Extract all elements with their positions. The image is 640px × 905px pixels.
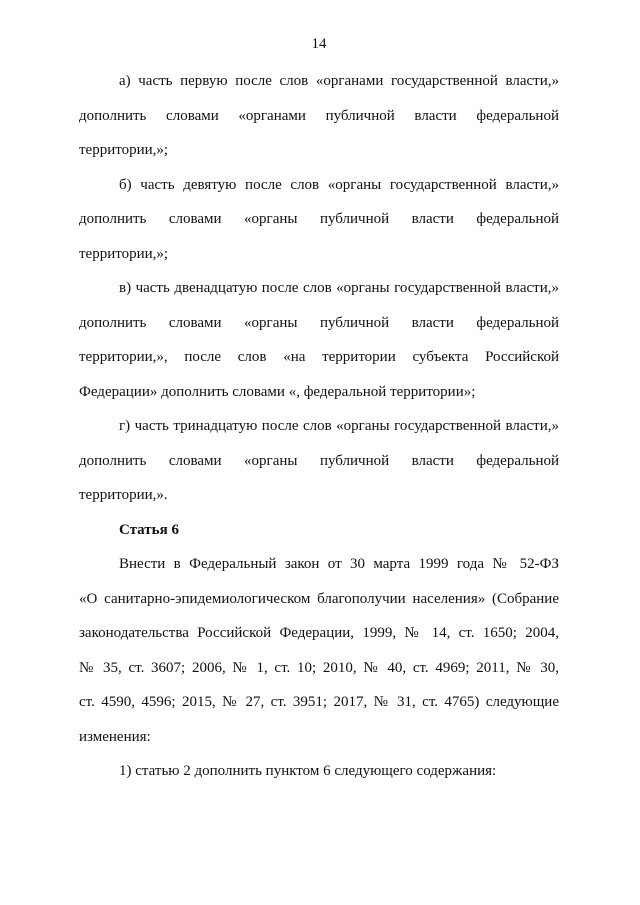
paragraph-a	[79, 64, 559, 168]
article-line-2: «О санитарно-эпидемиологическом благополучии населения» (Собрание	[79, 590, 559, 607]
paragraph-v-line-1: в) часть двенадцатую после слов «органы государственной власти,»	[119, 280, 559, 296]
article-paragraph	[79, 547, 559, 754]
item-1-paragraph	[79, 754, 559, 789]
article-line-1: Внести в Федеральный закон от 30 марта 1999 года № 52-ФЗ	[119, 556, 559, 572]
paragraph-g-line-1: г) часть тринадцатую после слов «органы государственной власти,»	[119, 418, 559, 434]
paragraph-b-line-2: дополнить словами «органы публичной власти федеральной	[79, 211, 559, 227]
paragraph-v-line-4: Федерации» дополнить словами «, федеральной территории»;	[79, 383, 476, 400]
document-body	[79, 64, 559, 789]
article-line-4: № 35, ст. 3607; 2006, № 1, ст. 10; 2010, № 40, ст. 4969; 2011, № 30,	[79, 659, 559, 676]
paragraph-b-line-1: б) часть девятую после слов «органы государственной власти,»	[119, 176, 559, 193]
article-line-3: законодательства Российской Федерации, 1999, № 14, ст. 1650; 2004,	[79, 625, 559, 641]
article-line-6: изменения:	[79, 728, 151, 745]
item-1-line: 1) статью 2 дополнить пунктом 6 следующего содержания:	[119, 763, 497, 779]
paragraph-a-line-1: а) часть первую после слов «органами государственной власти,»	[119, 73, 559, 89]
paragraph-g-line-3: территории,».	[79, 487, 168, 503]
paragraph-g-line-2: дополнить словами «органы публичной власти федеральной	[79, 452, 559, 469]
page-number: 14	[311, 36, 327, 52]
paragraph-b	[79, 168, 559, 272]
paragraph-a-line-3: территории,»;	[79, 142, 169, 158]
paragraph-g	[79, 409, 559, 513]
paragraph-a-line-2: дополнить словами «органами публичной власти федеральной	[79, 107, 559, 124]
paragraph-b-line-3: территории,»;	[79, 245, 169, 262]
paragraph-v-line-3: территории,», после слов «на территории субъекта Российской	[79, 349, 559, 365]
article-line-5: ст. 4590, 4596; 2015, № 27, ст. 3951; 2017, № 31, ст. 4765) следующие	[79, 694, 559, 710]
paragraph-v	[79, 271, 559, 409]
article-heading: Статья 6	[119, 521, 179, 538]
paragraph-v-line-2: дополнить словами «органы публичной власти федеральной	[79, 314, 559, 331]
